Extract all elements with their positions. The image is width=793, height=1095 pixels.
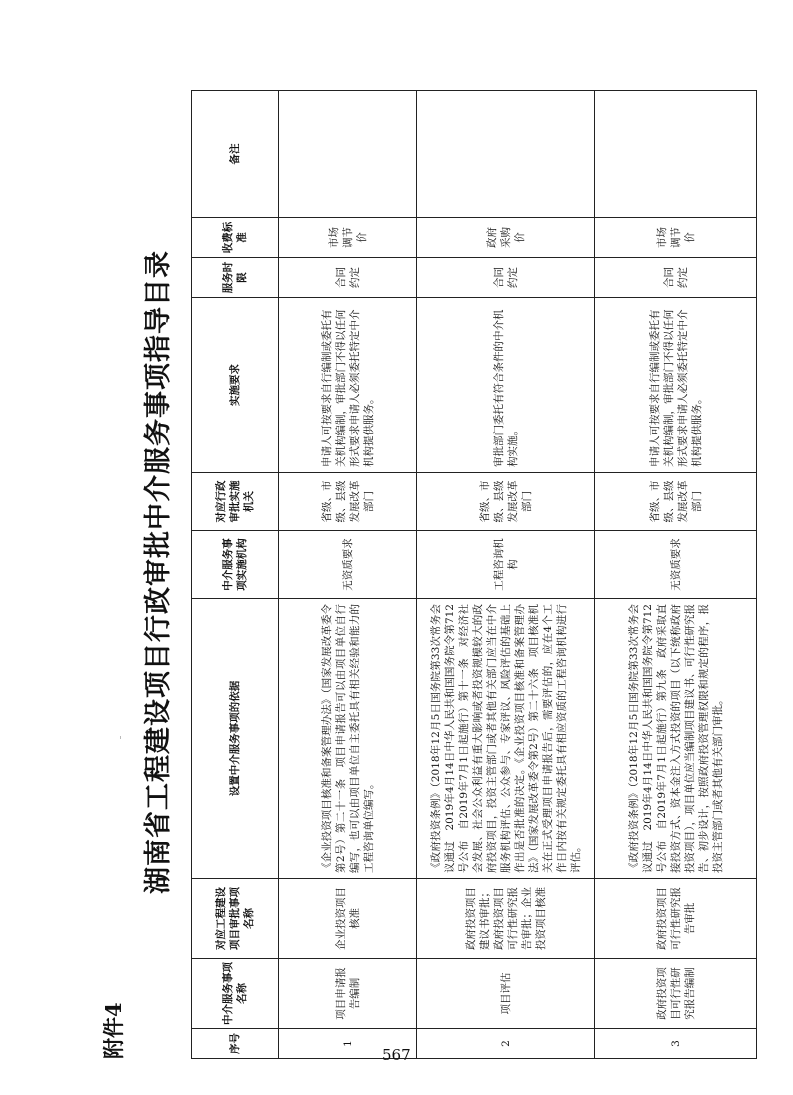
table-row — [417, 91, 595, 1059]
cell-approval: 政府投资项目可行性研究报告审批 — [595, 879, 757, 959]
rotated-page — [96, 81, 756, 1063]
cell-service: 项目申请报告编制 — [279, 959, 417, 1029]
cell-time-limit: 合同约定 — [279, 258, 417, 298]
header-fee: 收费标准 — [192, 218, 279, 258]
cell-service: 政府投资项目可行性研究报告编制 — [595, 959, 757, 1029]
cell-no: 2 — [417, 1029, 595, 1059]
cell-remark — [417, 91, 595, 218]
cell-time-limit: 合同约定 — [595, 258, 757, 298]
service-catalog-table — [191, 90, 757, 1059]
header-requirement: 实施要求 — [192, 298, 279, 473]
cell-basis: 《政府投资条例》（2018年12月5日国务院第33次常务会议通过 2019年4月14日中华人民共和国国务院令第712号公布 自2019年7月1日起施行）第十一条 对经济社会发展、社会公众利益有重大影响或者投资规模较大的政府投资项目，投资主管部门或者其他有关部门应当在中介服务机构评估、公众参与、专家评议、风险评估的基础上作出是否批准的决定。《企业投资项目核准和备案管理办法》（国家发展改革委令第2号）第二十六条 项目核准机关在正式受理项目申请报告后，需要评估的，应在4个工作日内按有关规定委托具有相应资质的工程咨询机构进行评估。 — [417, 599, 595, 879]
cell-approval: 企业投资项目核准 — [279, 879, 417, 959]
cell-no: 3 — [595, 1029, 757, 1059]
cell-fee: 政府采购价 — [417, 218, 595, 258]
cell-remark — [279, 91, 417, 218]
header-remark: 备注 — [192, 91, 279, 218]
table-header-row — [192, 91, 279, 1059]
cell-service: 项目评估 — [417, 959, 595, 1029]
table-row — [595, 91, 757, 1059]
header-authority: 对应行政审批实施机关 — [192, 473, 279, 531]
cell-agency: 工程咨询机构 — [417, 531, 595, 599]
cell-no: 1 — [279, 1029, 417, 1059]
cell-basis: 《企业投资项目核准和备案管理办法》（国家发展改革委令第2号）第二十一条 项目申请报告可以由项目单位自行编写，也可以由项目单位自主委托具有相关经验和能力的工程咨询单位编写。 — [279, 599, 417, 879]
cell-fee: 市场调节价 — [279, 218, 417, 258]
cell-requirement: 申请人可按要求自行编制或委托有关机构编制，审批部门不得以任何形式要求申请人必须委托特定中介机构提供服务。 — [595, 298, 757, 473]
header-service: 中介服务事项名称 — [192, 959, 279, 1029]
cell-approval: 政府投资项目建议书审批；政府投资项目可行性研究报告审批；企业投资项目核准 — [417, 879, 595, 959]
cell-agency: 无资质要求 — [595, 531, 757, 599]
header-basis: 设置中介服务事项的依据 — [192, 599, 279, 879]
header-time-limit: 服务时限 — [192, 258, 279, 298]
cell-requirement: 申请人可按要求自行编制或委托有关机构编制，审批部门不得以任何形式要求申请人必须委托特定中介机构提供服务。 — [279, 298, 417, 473]
page-number: 567 — [382, 1046, 411, 1064]
annex-label: 附件4 — [101, 1002, 126, 1059]
cell-requirement: 审批部门委托有符合条件的中介机构实施。 — [417, 298, 595, 473]
header-agency: 中介服务事项实施机构 — [192, 531, 279, 599]
cell-time-limit: 合同约定 — [417, 258, 595, 298]
header-no: 序号 — [192, 1029, 279, 1059]
cell-authority: 省级、市级、县级发展改革部门 — [595, 473, 757, 531]
cell-agency: 无资质要求 — [279, 531, 417, 599]
cell-fee: 市场调节价 — [595, 218, 757, 258]
cell-authority: 省级、市级、县级发展改革部门 — [417, 473, 595, 531]
header-approval: 对应工程建设项目审批事项名称 — [192, 879, 279, 959]
cell-authority: 省级、市级、县级发展改革部门 — [279, 473, 417, 531]
cell-remark — [595, 91, 757, 218]
document-title: 湖南省工程建设项目行政审批中介服务事项指导目录 — [143, 250, 174, 894]
table-row — [279, 91, 417, 1059]
cell-basis: 《政府投资条例》（2018年12月5日国务院第33次常务会议通过 2019年4月14日中华人民共和国国务院令第712号公布 自2019年7月1日起施行）第九条 政府采取直接投资方式、资本金注入方式投资的项目（以下统称政府投资项目），项目单位应当编制项目建议书、可行性研究报告、初步设计，按照政府投资管理权限和规定的程序，报投资主管部门或者其他有关部门审批。 — [595, 599, 757, 879]
